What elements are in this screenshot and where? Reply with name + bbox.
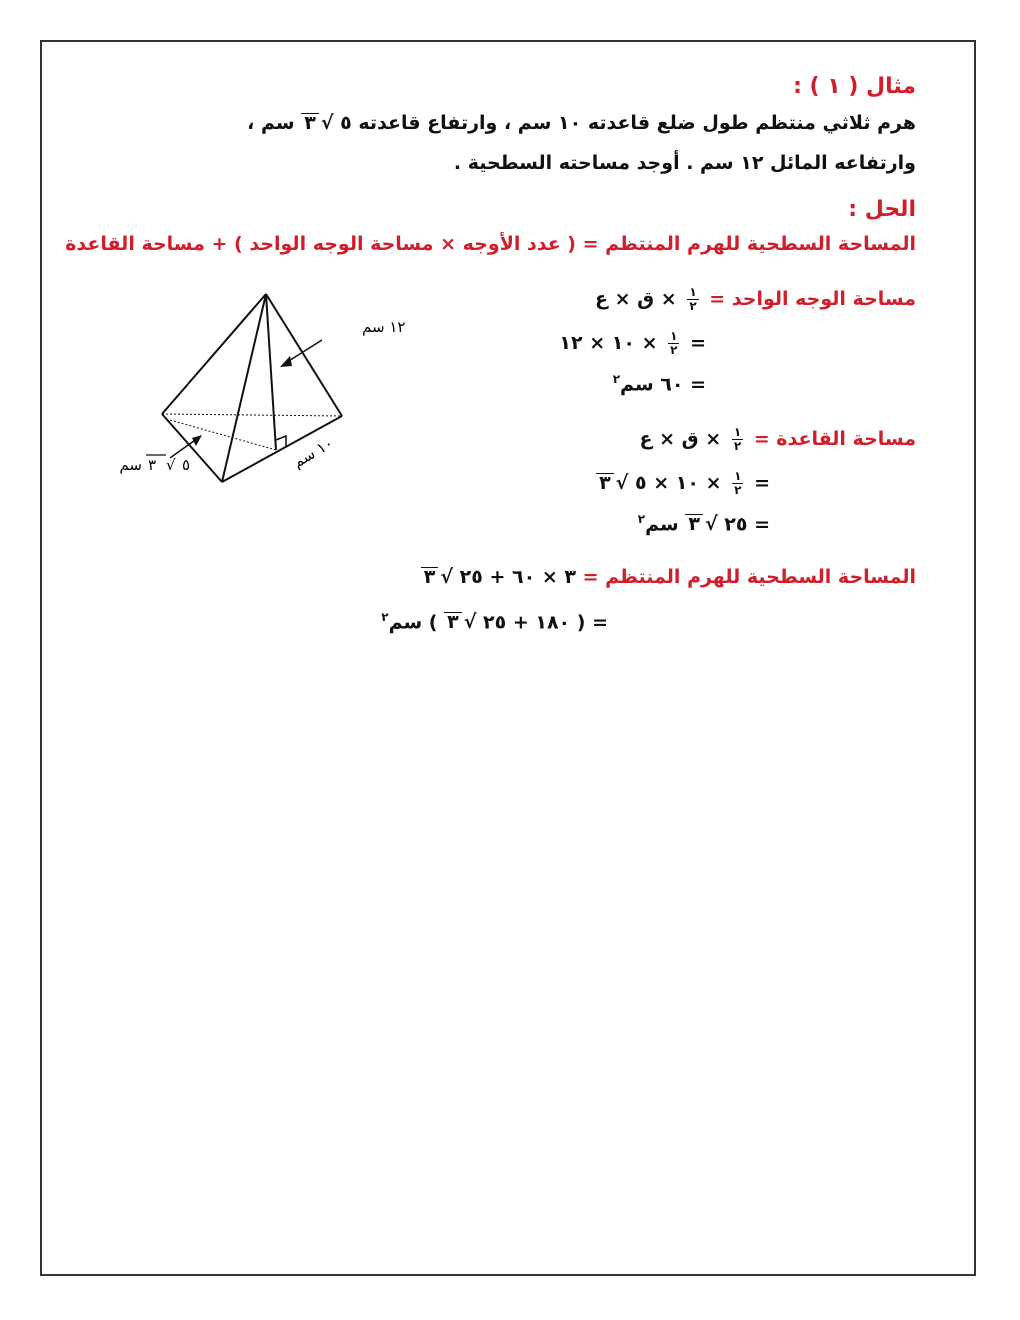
base-area-substitution: × ١٠ × ٥ [634,472,722,494]
total-area-step-1 [421,566,916,588]
pyramid-edge-left [162,294,266,414]
base-area-result: = ٢٥ [724,513,770,536]
base-length-label: ١٠ سم [289,434,337,472]
sqrt-symbol: √ [166,456,176,474]
base-area-step-2 [596,470,770,497]
pyramid-figure [100,280,406,510]
base-edge-back [162,414,342,416]
base-height-line [170,420,276,450]
height-arrow-head [192,435,202,446]
unit: سم [645,513,679,536]
root-value: ٣ [685,514,703,533]
equals: = [754,472,770,494]
sqrt-symbol: √ [615,472,629,494]
height-label-unit: سم [119,456,142,474]
solution-label-text: الحل : [848,197,916,222]
half-fraction [668,330,679,357]
base-area-step-3 [638,512,770,535]
total-area-label: المساحة السطحية للهرم المنتظم = [582,566,916,588]
equals: = [690,332,706,354]
slant-length-label: ١٢ سم [362,318,406,336]
root-value: ٣ [421,567,439,586]
height-label-num: ٥ [181,456,190,474]
face-area-substitution: × ١٠ × ١٢ [559,332,658,354]
frac-num: ١ [734,469,742,483]
face-area-result: = ٦٠ سم [620,373,706,396]
squared-exponent: ٢ [381,610,389,624]
height-label [119,455,190,474]
surface-area-formula [65,233,916,255]
base-area-step-1 [640,426,916,453]
base-area-label: مساحة القاعدة = [753,428,916,450]
sqrt-symbol: √ [440,566,454,588]
total-area-result: = ( ١٨٠ + ٢٥ [483,611,608,634]
frac-num: ١ [670,329,678,343]
pyramid-edge-right [266,294,342,416]
example-title-text: مثال ( ١ ) : [793,74,916,99]
problem-line-1-unit: سم ، [247,112,295,134]
half-fraction [732,470,743,497]
pyramid-edge-front [222,294,266,482]
slant-height-line [266,294,276,450]
frac-den: ٢ [670,343,678,357]
unit: ) سم [388,611,438,634]
total-area-expression: ٣ × ٦٠ + ٢٥ [459,566,576,588]
problem-line-1-text: هرم ثلاثي منتظم طول ضلع قاعدته ١٠ سم ، وارتفاع قاعدته ٥ [340,112,916,134]
face-area-formula: × ق × ع [595,288,677,310]
sqrt-symbol: √ [320,112,334,134]
slant-arrow-head [280,356,292,367]
height-label-root: ٣ [148,456,157,474]
root-value: ٣ [301,113,319,132]
face-area-step-3 [613,372,706,395]
half-fraction [732,426,743,453]
face-area-step-1 [595,286,916,313]
problem-line-2 [454,152,916,174]
sqrt-symbol: √ [704,513,718,536]
frac-num: ١ [689,285,697,299]
base-area-formula: × ق × ع [639,428,722,450]
frac-den: ٢ [689,299,697,313]
page-border [40,40,976,1276]
root-value: ٣ [444,612,462,631]
half-fraction [687,286,698,313]
root-value: ٣ [596,473,614,492]
problem-line-2-text: وارتفاعه المائل ١٢ سم . أوجد مساحته السطحية . [453,152,916,174]
problem-line-1 [247,112,916,134]
solution-label [848,197,916,222]
frac-den: ٢ [734,483,742,497]
face-area-step-2 [559,330,706,357]
frac-den: ٢ [733,439,742,453]
sqrt-symbol: √ [463,611,477,634]
squared-exponent: ٢ [612,372,621,386]
frac-num: ١ [733,425,742,439]
right-angle-marker [276,436,286,446]
example-title [793,74,916,99]
face-area-label: مساحة الوجه الواحد = [709,288,916,310]
formula-text: المساحة السطحية للهرم المنتظم = ( عدد الأوجه × مساحة الوجه الواحد ) + مساحة القاعدة [65,233,916,255]
squared-exponent: ٢ [637,512,646,526]
total-area-step-2 [381,610,608,633]
